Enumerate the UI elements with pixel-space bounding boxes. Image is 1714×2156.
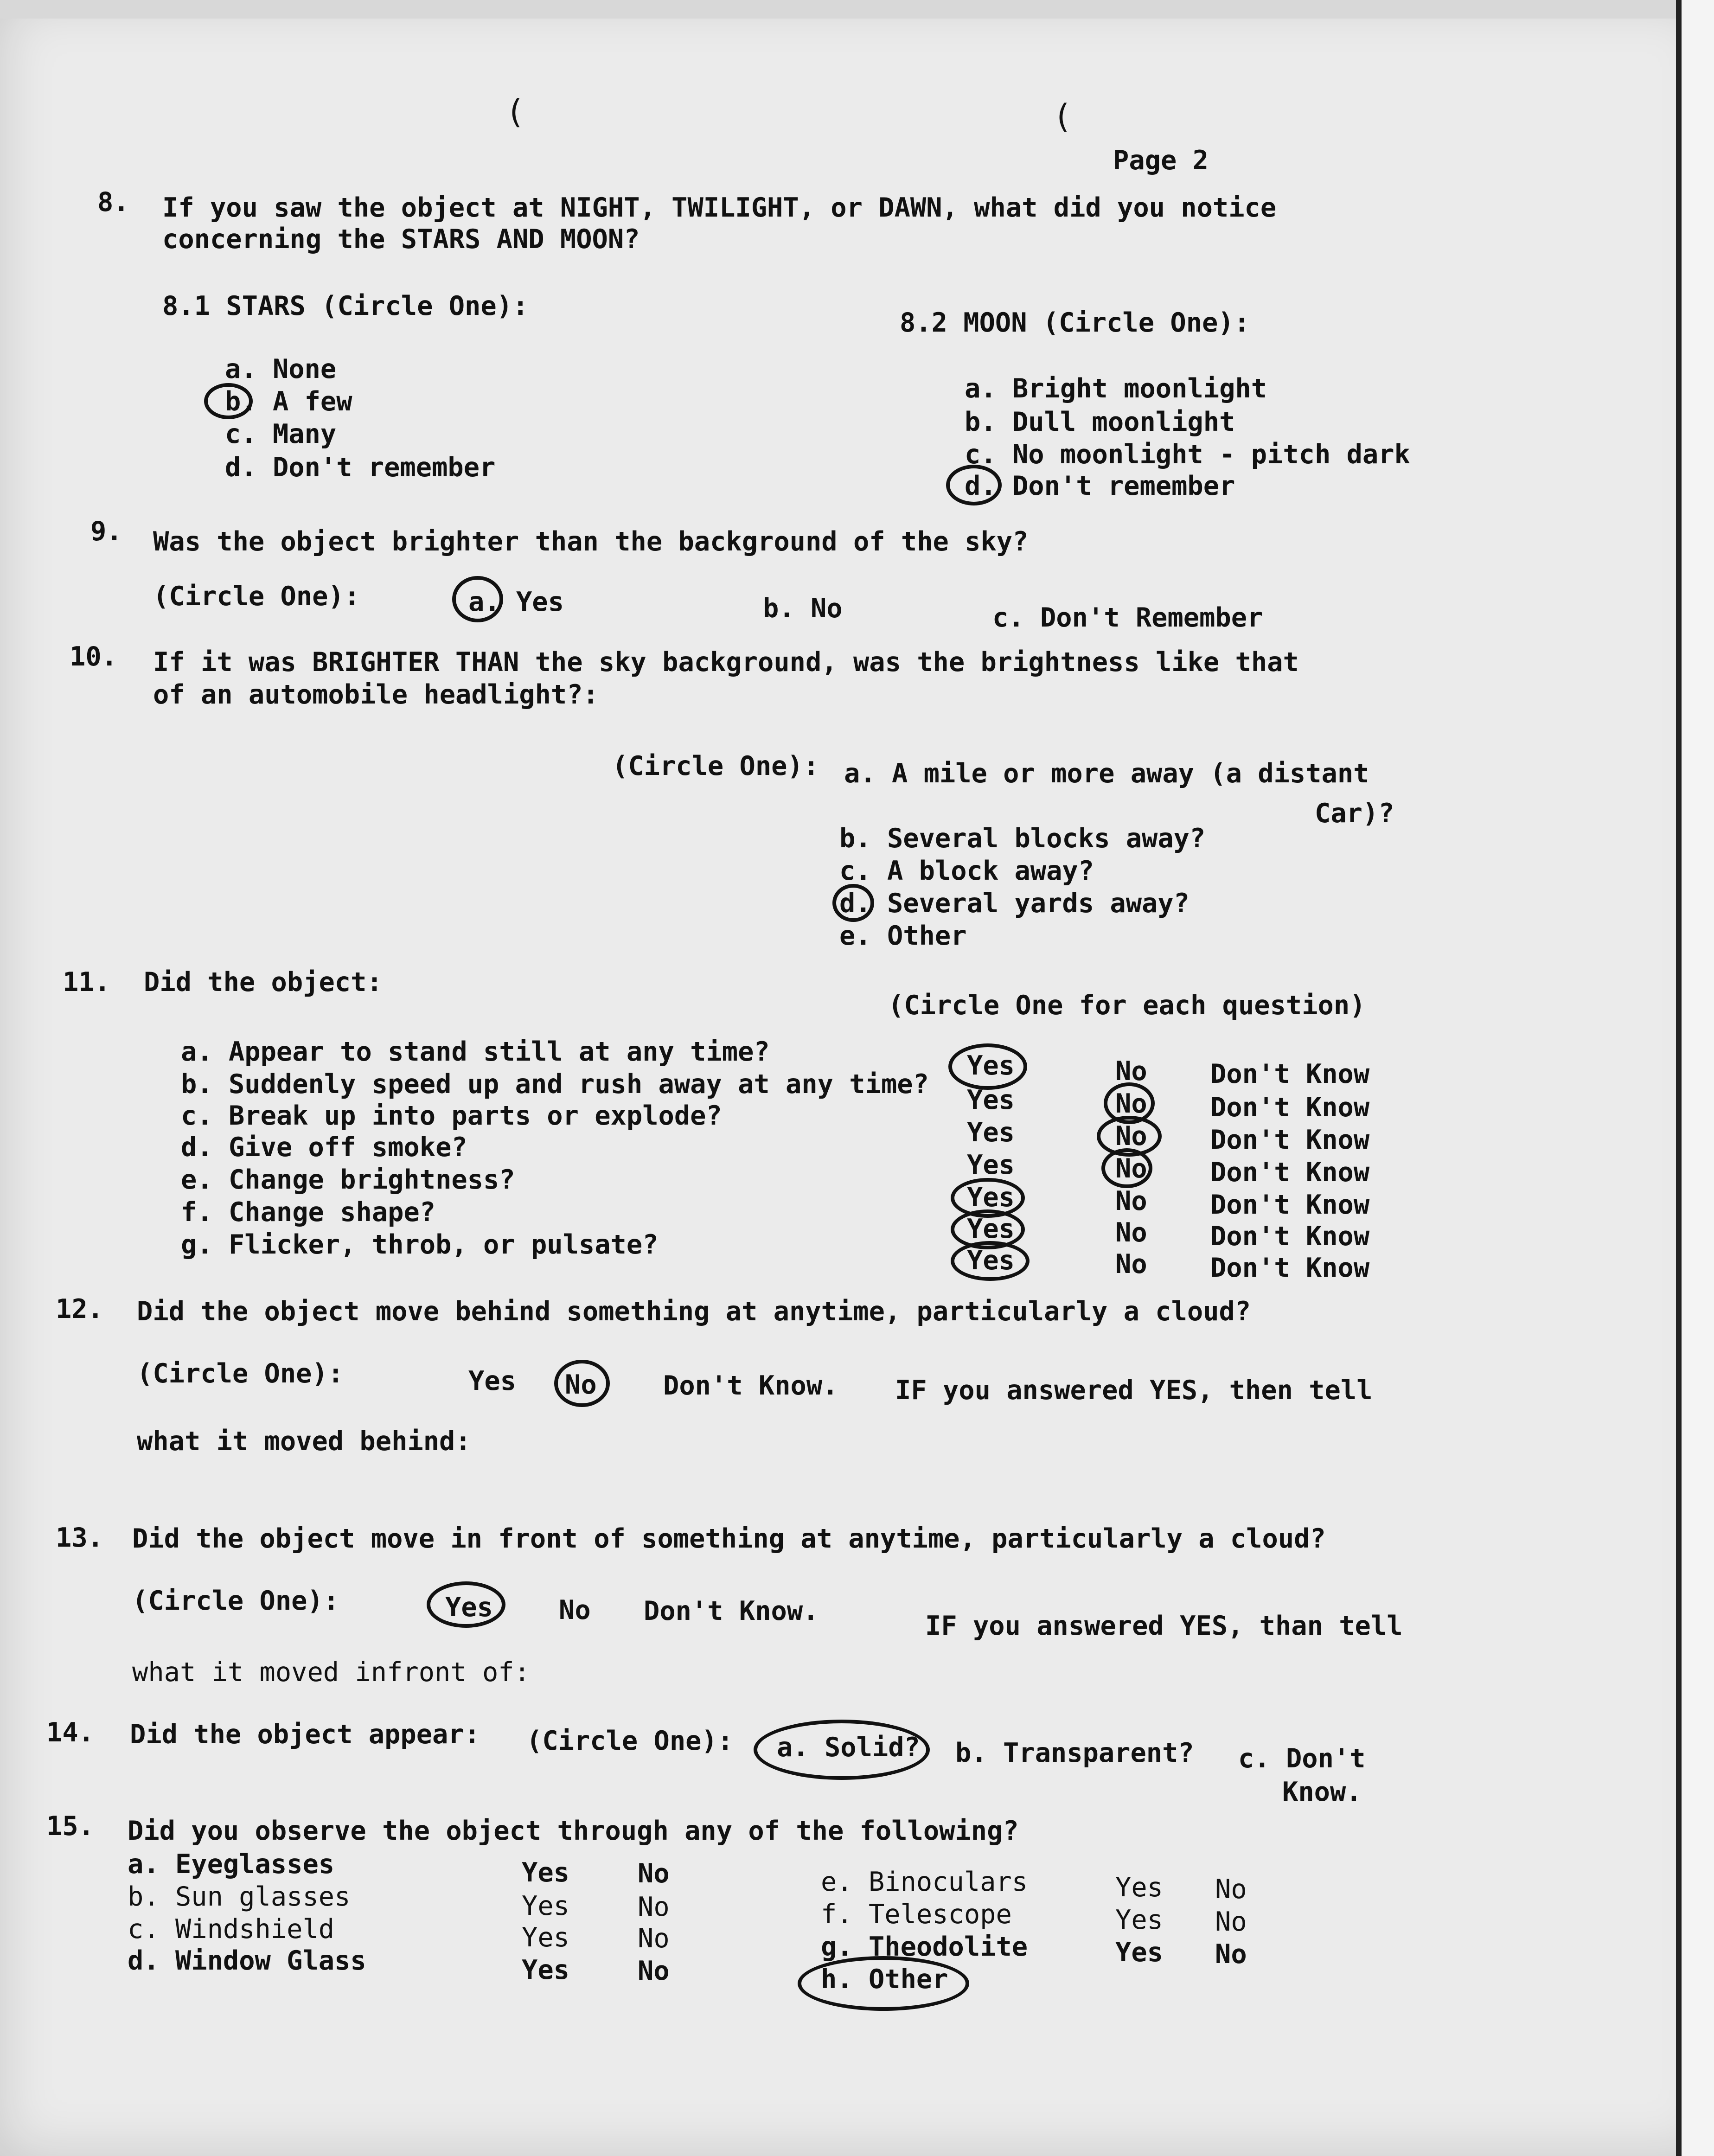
q10-option-a-line1[interactable]: a. A mile or more away (a distant [844, 758, 1369, 789]
q8-moon-option[interactable]: d. Don't remember [965, 471, 1235, 501]
q14-option-b[interactable]: b. Transparent? [955, 1738, 1194, 1768]
q11-row-no[interactable]: No [1115, 1056, 1147, 1087]
q8-stars-option[interactable]: c. Many [225, 419, 337, 449]
q10-option[interactable]: b. Several blocks away? [839, 823, 1206, 854]
q12-option-dontknow[interactable]: Don't Know. [663, 1370, 838, 1401]
q15-left-label: d. Window Glass [128, 1945, 366, 1976]
q11-row-label: g. Flicker, throb, or pulsate? [181, 1229, 659, 1260]
q14-text: Did the object appear: [130, 1719, 480, 1750]
q13-number: 13. [56, 1523, 103, 1553]
q11-row-no[interactable]: No [1115, 1217, 1147, 1248]
q11-row-selection-circle [1101, 1148, 1152, 1188]
q15-selection-circle [798, 1956, 969, 2011]
q8-line2: concerning the STARS AND MOON? [162, 224, 640, 255]
q11-row-yes[interactable]: Yes [967, 1117, 1015, 1148]
q11-row-label: d. Give off smoke? [181, 1132, 467, 1163]
q15-left-no[interactable]: No [638, 1892, 670, 1922]
q10-circle-label: (Circle One): [612, 751, 819, 781]
q10-option[interactable]: c. A block away? [839, 856, 1094, 886]
q14-circle-label: (Circle One): [526, 1726, 734, 1756]
q10-number: 10. [70, 641, 117, 672]
q14-option-a[interactable]: a. Solid? [777, 1732, 920, 1763]
q12-line3: what it moved behind: [137, 1426, 471, 1457]
q11-row-no[interactable]: No [1115, 1088, 1147, 1119]
q15-left-yes[interactable]: Yes [522, 1891, 569, 1921]
q11-row-dontknow[interactable]: Don't Know [1210, 1092, 1370, 1123]
q11-row-no[interactable]: No [1115, 1186, 1147, 1216]
q11-row-yes[interactable]: Yes [967, 1085, 1015, 1115]
q9-number: 9. [90, 516, 122, 547]
q9-option-a[interactable]: a. Yes [468, 587, 564, 617]
page-number: Page 2 [1113, 145, 1209, 176]
q10-option[interactable]: e. Other [839, 921, 967, 951]
q15-number: 15. [46, 1811, 94, 1842]
q9-circle-label: (Circle One): [153, 581, 360, 612]
q13-option-yes[interactable]: Yes [445, 1592, 493, 1623]
q15-right-no[interactable]: No [1215, 1874, 1247, 1905]
stray-mark: ( [1053, 97, 1073, 135]
q12-option-no[interactable]: No [565, 1369, 597, 1400]
q12-circle-label: (Circle One): [137, 1358, 344, 1389]
q8-moon-selection-circle [946, 465, 1002, 505]
q9-selection-circle [452, 576, 503, 622]
q11-number: 11. [63, 967, 110, 998]
q15-right-yes[interactable]: Yes [1115, 1905, 1163, 1935]
q11-row-yes[interactable]: Yes [967, 1245, 1015, 1276]
q15-left-label: c. Windshield [128, 1914, 335, 1945]
q15-left-no[interactable]: No [638, 1923, 670, 1954]
q13-option-no[interactable]: No [559, 1595, 591, 1625]
q12-followup: IF you answered YES, then tell [895, 1375, 1373, 1406]
q15-left-label: a. Eyeglasses [128, 1849, 335, 1880]
q15-left-yes[interactable]: Yes [522, 1955, 569, 1985]
q11-row-yes[interactable]: Yes [967, 1214, 1015, 1244]
q11-row-label: c. Break up into parts or explode? [181, 1100, 722, 1131]
q11-row-label: e. Change brightness? [181, 1164, 515, 1195]
q11-row-selection-circle [951, 1241, 1030, 1281]
q15-left-no[interactable]: No [638, 1956, 670, 1986]
q15-left-yes[interactable]: Yes [522, 1922, 569, 1953]
q15-right-label: f. Telescope [821, 1899, 1012, 1930]
q12-text: Did the object move behind something at anytime, particularly a cloud? [137, 1296, 1251, 1327]
q8-moon-heading: 8.2 MOON (Circle One): [900, 307, 1250, 338]
q8-number: 8. [97, 187, 129, 218]
q15-left-no[interactable]: No [638, 1858, 670, 1889]
q8-moon-option[interactable]: c. No moonlight - pitch dark [965, 439, 1410, 470]
q15-right-label: g. Theodolite [821, 1932, 1028, 1962]
q11-row-label: a. Appear to stand still at any time? [181, 1036, 770, 1067]
q8-stars-option[interactable]: a. None [225, 354, 337, 384]
q14-number: 14. [46, 1717, 94, 1748]
q14-selection-circle [754, 1720, 930, 1780]
q12-number: 12. [56, 1294, 103, 1324]
q11-row-no[interactable]: No [1115, 1121, 1147, 1152]
q8-line1: If you saw the object at NIGHT, TWILIGHT, or DAWN, what did you notice [162, 192, 1277, 223]
q9-option-c[interactable]: c. Don't Remember [992, 602, 1263, 633]
q13-circle-label: (Circle One): [132, 1586, 339, 1616]
q11-row-yes[interactable]: Yes [967, 1150, 1015, 1180]
q11-row-yes[interactable]: Yes [967, 1182, 1015, 1213]
q11-row-no[interactable]: No [1115, 1153, 1147, 1184]
q10-selection-circle [832, 884, 874, 922]
q11-row-dontknow[interactable]: Don't Know [1210, 1190, 1370, 1220]
q11-row-selection-circle [948, 1043, 1027, 1090]
q11-instruction: (Circle One for each question) [888, 990, 1366, 1021]
q8-stars-option[interactable]: b. A few [225, 386, 352, 417]
q11-row-dontknow[interactable]: Don't Know [1210, 1253, 1370, 1283]
q15-left-yes[interactable]: Yes [522, 1857, 569, 1888]
scan-right-edge [1676, 0, 1714, 2156]
stray-mark: ( [505, 93, 525, 131]
q8-moon-option[interactable]: a. Bright moonlight [965, 373, 1267, 404]
q8-stars-selection-circle [204, 383, 253, 419]
q14-option-c-line2[interactable]: Know. [1282, 1777, 1362, 1807]
q12-selection-circle [554, 1360, 610, 1407]
q10-option[interactable]: d. Several yards away? [839, 888, 1190, 919]
q8-moon-option[interactable]: b. Dull moonlight [965, 407, 1235, 437]
q10-option-a-line2[interactable]: Car)? [1315, 798, 1394, 829]
q11-row-dontknow[interactable]: Don't Know [1210, 1221, 1370, 1252]
q11-row-label: b. Suddenly speed up and rush away at any time? [181, 1069, 929, 1100]
q14-option-c-line1[interactable]: c. Don't [1238, 1743, 1366, 1774]
q15-right-no[interactable]: No [1215, 1906, 1247, 1937]
scan-top-edge [0, 0, 1714, 19]
q11-row-label: f. Change shape? [181, 1197, 436, 1228]
q11-text: Did the object: [144, 967, 383, 998]
q12-option-yes[interactable]: Yes [468, 1366, 516, 1396]
q11-row-yes[interactable]: Yes [967, 1050, 1015, 1081]
q15-right-yes[interactable]: Yes [1115, 1872, 1163, 1903]
q15-right-yes[interactable]: Yes [1115, 1937, 1163, 1968]
q8-stars-heading: 8.1 STARS (Circle One): [162, 291, 529, 321]
q8-stars-option[interactable]: d. Don't remember [225, 452, 496, 483]
q11-row-dontknow[interactable]: Don't Know [1210, 1157, 1370, 1188]
q13-followup: IF you answered YES, than tell [925, 1611, 1403, 1641]
q15-right-no[interactable]: No [1215, 1939, 1247, 1970]
q13-selection-circle [427, 1581, 505, 1628]
q15-left-label: b. Sun glasses [128, 1881, 351, 1912]
q15-right-label: e. Binoculars [821, 1867, 1028, 1897]
q11-row-no[interactable]: No [1115, 1249, 1147, 1280]
q13-option-dontknow[interactable]: Don't Know. [644, 1596, 819, 1626]
q15-other[interactable]: h. Other [821, 1964, 948, 1995]
q15-text: Did you observe the object through any of the following? [128, 1816, 1019, 1846]
q11-row-dontknow[interactable]: Don't Know [1210, 1125, 1370, 1155]
q10-line2: of an automobile headlight?: [153, 679, 599, 710]
q11-row-dontknow[interactable]: Don't Know [1210, 1059, 1370, 1089]
q10-line1: If it was BRIGHTER THAN the sky background, was the brightness like that [153, 647, 1299, 678]
q9-text: Was the object brighter than the background of the sky? [153, 526, 1029, 557]
q13-text: Did the object move in front of something at anytime, particularly a cloud? [132, 1523, 1326, 1554]
q9-option-b[interactable]: b. No [763, 593, 843, 624]
q13-line3: what it moved infront of: [132, 1657, 530, 1688]
